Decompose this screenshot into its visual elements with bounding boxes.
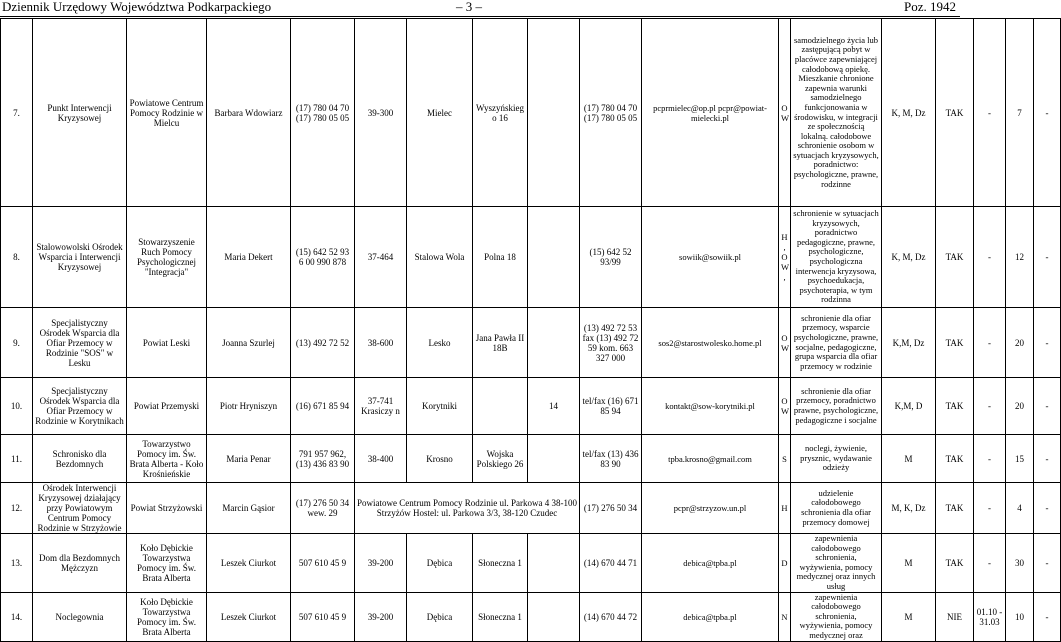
- cell-street: Jana Pawła II 18B: [473, 308, 528, 378]
- cell-postcode: 37-741 Krasiczy n: [355, 378, 407, 435]
- cell-operator: Powiat Przemyski: [127, 378, 207, 435]
- table-row: [1, 378, 1061, 435]
- cell-city: Stalowa Wola: [407, 207, 473, 308]
- cell-extra: -: [1034, 483, 1061, 534]
- cell-director: Leszek Ciurkot: [207, 534, 291, 593]
- cell-phone: (17) 276 50 34 wew. 29: [291, 483, 355, 534]
- cell-extra: -: [1034, 378, 1061, 435]
- cell-name: Specjalistyczny Ośrodek Wsparcia dla Ofiar Przemocy w Rodzinie w Korytnikach: [33, 378, 127, 435]
- cell-period: 01.10 - 31.03: [974, 592, 1006, 641]
- position-number: Poz. 1942: [904, 0, 956, 14]
- cell-lp: 13.: [1, 534, 33, 593]
- cell-phone: 507 610 45 9: [291, 534, 355, 593]
- cell-contact: (14) 670 44 71: [580, 534, 642, 593]
- table-row: [1, 534, 1061, 593]
- cell-target: M: [882, 592, 936, 641]
- cell-number: [528, 19, 580, 207]
- cell-extra: -: [1034, 534, 1061, 593]
- cell-address-merged: Powiatowe Centrum Pomocy Rodzinie ul. Parkowa 4 38-100 Strzyżów Hostel: ul. Parkowa 3/3, 38-120 Czudec: [355, 483, 580, 534]
- cell-places: 4: [1006, 483, 1034, 534]
- cell-services: schronienie w sytuacjach kryzysowych, poradnictwo pedagogiczne, prawne, psychologiczne, psychologiczna interwencja kryzysowa, psychoedukacja, psychoterapia, w tym rodzinna: [791, 207, 882, 308]
- register-table: [0, 18, 1061, 642]
- cell-type: OW: [779, 19, 791, 207]
- cell-name: Punkt Interwencji Kryzysowej: [33, 19, 127, 207]
- table-row: [1, 19, 1061, 207]
- cell-email: pcpr@strzyzow.un.pl: [642, 483, 779, 534]
- cell-name: Ośrodek Interwencji Kryzysowej działający przy Powiatowym Centrum Pomocy Rodzinie w Strzyżowie: [33, 483, 127, 534]
- cell-postcode: 37-464: [355, 207, 407, 308]
- cell-type: S: [779, 435, 791, 483]
- cell-number: 14: [528, 378, 580, 435]
- cell-lp: 8.: [1, 207, 33, 308]
- cell-services: udzielenie całodobowego schronienia dla ofiar przemocy domowej: [791, 483, 882, 534]
- cell-extra: -: [1034, 308, 1061, 378]
- cell-phone: (16) 671 85 94: [291, 378, 355, 435]
- cell-type: OW: [779, 308, 791, 378]
- cell-extra: -: [1034, 435, 1061, 483]
- cell-director: Joanna Szurlej: [207, 308, 291, 378]
- cell-yearround: TAK: [936, 435, 974, 483]
- cell-places: 12: [1006, 207, 1034, 308]
- cell-yearround: TAK: [936, 19, 974, 207]
- cell-extra: -: [1034, 207, 1061, 308]
- cell-period: -: [974, 207, 1006, 308]
- cell-director: Maria Dekert: [207, 207, 291, 308]
- cell-yearround: TAK: [936, 378, 974, 435]
- cell-extra: -: [1034, 592, 1061, 641]
- cell-target: M: [882, 534, 936, 593]
- cell-email: debica@tpba.pl: [642, 592, 779, 641]
- cell-lp: 10.: [1, 378, 33, 435]
- cell-name: Schronisko dla Bezdomnych: [33, 435, 127, 483]
- cell-operator: Towarzystwo Pomocy im. Św. Brata Alberta - Koło Krośnieńskie: [127, 435, 207, 483]
- cell-places: 10: [1006, 592, 1034, 641]
- cell-city: Mielec: [407, 19, 473, 207]
- cell-contact: (15) 642 52 93/99: [580, 207, 642, 308]
- cell-places: 20: [1006, 308, 1034, 378]
- cell-city: Korytniki: [407, 378, 473, 435]
- cell-services: noclegi, żywienie, prysznic, wydawanie odzieży: [791, 435, 882, 483]
- cell-extra: -: [1034, 19, 1061, 207]
- cell-street: Polna 18: [473, 207, 528, 308]
- cell-target: K, M, Dz: [882, 207, 936, 308]
- cell-director: Marcin Gąsior: [207, 483, 291, 534]
- cell-operator: Powiatowe Centrum Pomocy Rodzinie w Mielcu: [127, 19, 207, 207]
- cell-phone: (13) 492 72 52: [291, 308, 355, 378]
- cell-email: tpba.krosno@gmail.com: [642, 435, 779, 483]
- cell-phone: (15) 642 52 93 6 00 990 878: [291, 207, 355, 308]
- table-row: [1, 483, 1061, 534]
- cell-postcode: 39-300: [355, 19, 407, 207]
- cell-target: K,M, Dz: [882, 308, 936, 378]
- table-row: [1, 308, 1061, 378]
- cell-phone: (17) 780 04 70 (17) 780 05 05: [291, 19, 355, 207]
- cell-name: Noclegownia: [33, 592, 127, 641]
- cell-period: -: [974, 435, 1006, 483]
- cell-phone: 507 610 45 9: [291, 592, 355, 641]
- cell-yearround: TAK: [936, 308, 974, 378]
- cell-services: schronienie dla ofiar przemocy, poradnictwo prawne, psychologiczne, pedagogiczne i socjalne: [791, 378, 882, 435]
- cell-type: H, OW,: [779, 207, 791, 308]
- cell-lp: 9.: [1, 308, 33, 378]
- cell-director: Leszek Ciurkot: [207, 592, 291, 641]
- cell-period: -: [974, 378, 1006, 435]
- cell-operator: Koło Dębickie Towarzystwa Pomocy im. Św. Brata Alberta: [127, 534, 207, 593]
- cell-number: [528, 534, 580, 593]
- cell-places: 7: [1006, 19, 1034, 207]
- cell-services: samodzielnego życia lub zastępującą pobyt w placówce zapewniającej całodobową opiekę. Mieszkanie chronione zapewnia warunki samodzielnego funkcjonowania w środowisku, w integracji ze społecznością lokalną. całodobowe schronienie osobom w sytuacjach kryzysowych, poradnictwo: psychologiczne, prawne, rodzinne: [791, 19, 882, 207]
- cell-lp: 12.: [1, 483, 33, 534]
- cell-type: D: [779, 534, 791, 593]
- cell-name: Dom dla Bezdomnych Mężczyzn: [33, 534, 127, 593]
- cell-street: Wyszyńskiego 16: [473, 19, 528, 207]
- cell-postcode: 38-600: [355, 308, 407, 378]
- cell-type: N: [779, 592, 791, 641]
- cell-street: Wojska Polskiego 26: [473, 435, 528, 483]
- cell-yearround: TAK: [936, 534, 974, 593]
- cell-postcode: 39-200: [355, 534, 407, 593]
- cell-name: Stalowowolski Ośrodek Wsparcia i Interwencji Kryzysowej: [33, 207, 127, 308]
- cell-target: K, M, Dz: [882, 19, 936, 207]
- cell-lp: 14.: [1, 592, 33, 641]
- cell-yearround: TAK: [936, 207, 974, 308]
- cell-places: 20: [1006, 378, 1034, 435]
- cell-services: zapewnienia całodobowego schronienia, wyżywienia, pomocy medycznej oraz innych usług: [791, 534, 882, 593]
- cell-phone: 791 957 962, (13) 436 83 90: [291, 435, 355, 483]
- cell-period: -: [974, 534, 1006, 593]
- cell-city: Lesko: [407, 308, 473, 378]
- cell-contact: tel/fax (13) 436 83 90: [580, 435, 642, 483]
- page-number: – 3 –: [456, 0, 482, 14]
- cell-email: sowiik@sowiik.pl: [642, 207, 779, 308]
- cell-director: Barbara Wdowiarz: [207, 19, 291, 207]
- cell-postcode: 39-200: [355, 592, 407, 641]
- table-row: [1, 207, 1061, 308]
- cell-type: OW: [779, 378, 791, 435]
- page-header: [0, 0, 960, 16]
- cell-contact: (17) 276 50 34: [580, 483, 642, 534]
- cell-name: Specjalistyczny Ośrodek Wsparcia dla Ofiar Przemocy w Rodzinie "SOS" w Lesku: [33, 308, 127, 378]
- cell-operator: Koło Dębickie Towarzystwa Pomocy im. Św. Brata Alberta: [127, 592, 207, 641]
- cell-email: sos2@starostwolesko.home.pl: [642, 308, 779, 378]
- cell-target: M: [882, 435, 936, 483]
- cell-period: -: [974, 19, 1006, 207]
- cell-lp: 11.: [1, 435, 33, 483]
- cell-director: Piotr Hryniszyn: [207, 378, 291, 435]
- cell-street: Słoneczna 1: [473, 592, 528, 641]
- cell-director: Maria Penar: [207, 435, 291, 483]
- cell-city: Krosno: [407, 435, 473, 483]
- cell-street: Słoneczna 1: [473, 534, 528, 593]
- cell-number: [528, 207, 580, 308]
- cell-contact: (13) 492 72 53 fax (13) 492 72 59 kom. 663 327 000: [580, 308, 642, 378]
- cell-email: pcprmielec@op.pl pcpr@powiat-mielecki.pl: [642, 19, 779, 207]
- cell-lp: 7.: [1, 19, 33, 207]
- cell-email: kontakt@sow-korytniki.pl: [642, 378, 779, 435]
- cell-city: Dębica: [407, 592, 473, 641]
- cell-target: M, K, Dz: [882, 483, 936, 534]
- cell-type: H: [779, 483, 791, 534]
- cell-places: 30: [1006, 534, 1034, 593]
- cell-services: schronienie dla ofiar przemocy, wsparcie psychologiczne, prawne, socjalne, pedagogiczne, grupa wsparcia dla ofiar przemocy w rodzinie: [791, 308, 882, 378]
- cell-period: -: [974, 483, 1006, 534]
- table-row: [1, 592, 1061, 641]
- cell-yearround: TAK: [936, 483, 974, 534]
- cell-email: debica@tpba.pl: [642, 534, 779, 593]
- cell-city: Dębica: [407, 534, 473, 593]
- cell-number: [528, 592, 580, 641]
- cell-operator: Stowarzyszenie Ruch Pomocy Psychologicznej "Integracja": [127, 207, 207, 308]
- cell-contact: (14) 670 44 72: [580, 592, 642, 641]
- cell-operator: Powiat Leski: [127, 308, 207, 378]
- header-rule: [0, 16, 960, 17]
- cell-contact: tel/fax (16) 671 85 94: [580, 378, 642, 435]
- cell-number: [528, 308, 580, 378]
- cell-period: -: [974, 308, 1006, 378]
- cell-yearround: NIE: [936, 592, 974, 641]
- cell-street: [473, 378, 528, 435]
- cell-services: zapewnienia całodobowego schronienia, wyżywienia, pomocy medycznej oraz: [791, 592, 882, 641]
- journal-title: Dziennik Urzędowy Województwa Podkarpackiego: [2, 0, 272, 14]
- cell-target: K,M, D: [882, 378, 936, 435]
- cell-contact: (17) 780 04 70 (17) 780 05 05: [580, 19, 642, 207]
- cell-number: [528, 435, 580, 483]
- cell-places: 15: [1006, 435, 1034, 483]
- table-row: [1, 435, 1061, 483]
- cell-operator: Powiat Strzyżowski: [127, 483, 207, 534]
- cell-postcode: 38-400: [355, 435, 407, 483]
